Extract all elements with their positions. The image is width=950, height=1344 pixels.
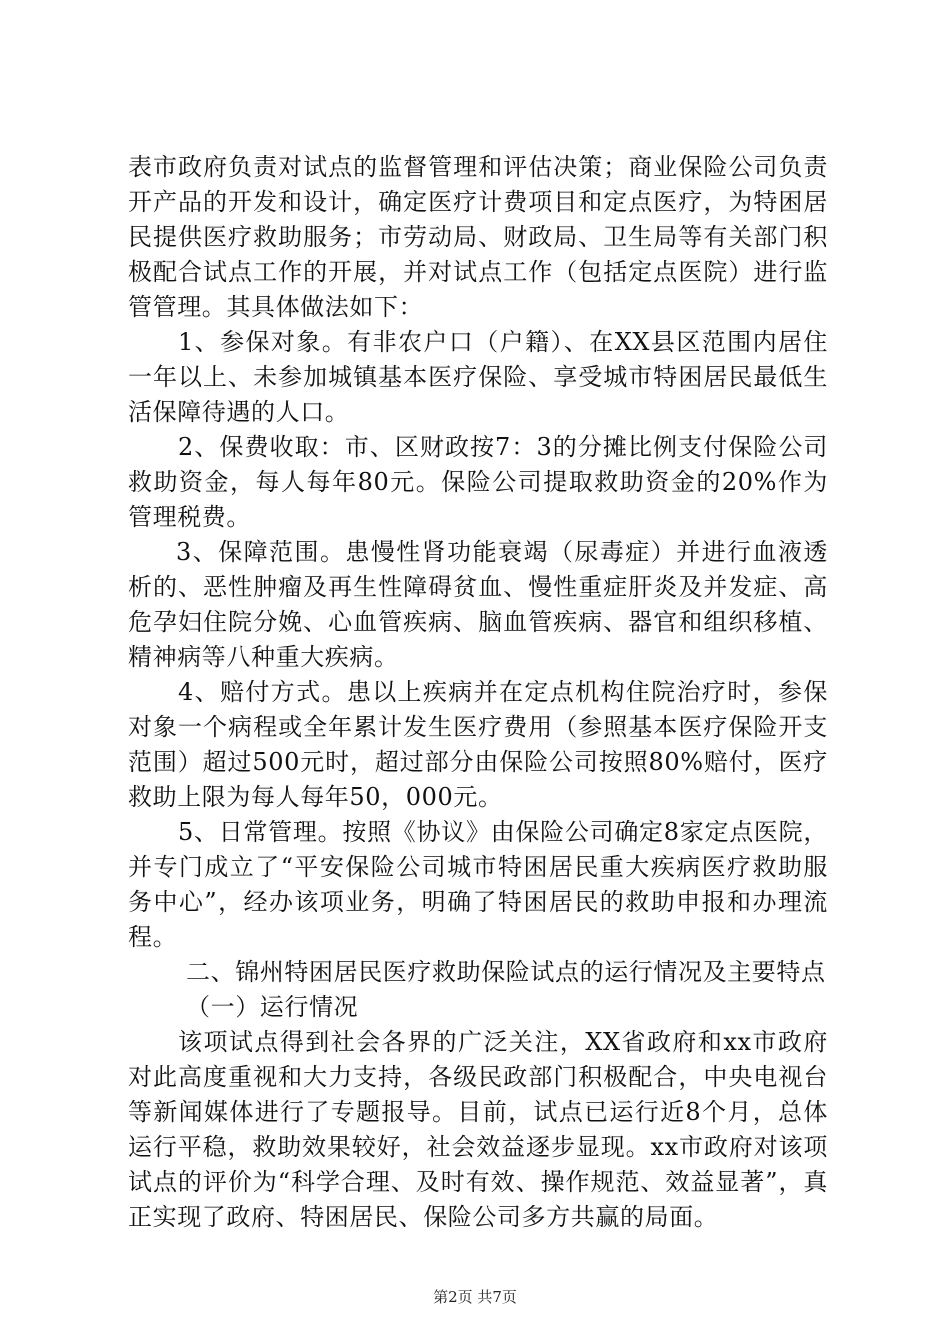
paragraph-item-2: 2、保费收取：市、区财政按7：3的分摊比例支付保险公司救助资金，每人每年80元。保险公司提取救助资金的20%作为管理税费。 (128, 433, 828, 531)
subsection-heading: （一）运行情况 (186, 993, 359, 1021)
paragraph-item-3: 3、保障范围。患慢性肾功能衰竭（尿毒症）并进行血液透析的、恶性肿瘤及再生性障碍贫血、慢性重症肝炎及并发症、高危孕妇住院分娩、心血管疾病、脑血管疾病、器官和组织移植、精神病等八种重大疾病。 (128, 538, 828, 671)
paragraph-operation: 该项试点得到社会各界的广泛关注，XX省政府和xx市政府对此高度重视和大力支持，各级民政部门积极配合，中央电视台等新闻媒体进行了专题报导。目前，试点已运行近8个月，总体运行平稳，救助效果较好，社会效益逐步显现。xx市政府对该项试点的评价为“科学合理、及时有效、操作规范、效益显著”，真正实现了政府、特困居民、保险公司多方共赢的局面。 (128, 1028, 828, 1231)
paragraph-item-5: 5、日常管理。按照《协议》由保险公司确定8家定点医院，并专门成立了“平安保险公司城市特困居民重大疾病医疗救助服务中心”，经办该项业务，明确了特困居民的救助申报和办理流程。 (128, 818, 828, 951)
page-number-footer: 第2页 共7页 (433, 1288, 517, 1306)
section-heading: 二、锦州特困居民医疗救助保险试点的运行情况及主要特点 (186, 958, 826, 986)
paragraph-item-4: 4、赔付方式。患以上疾病并在定点机构住院治疗时，参保对象一个病程或全年累计发生医疗费用（参照基本医疗保险开支范围）超过500元时，超过部分由保险公司按照80%赔付，医疗救助上限为每人每年50，000元。 (128, 678, 828, 811)
document-body (128, 150, 828, 1235)
paragraph-intro: 表市政府负责对试点的监督管理和评估决策；商业保险公司负责开产品的开发和设计，确定医疗计费项目和定点医疗，为特困居民提供医疗救助服务；市劳动局、财政局、卫生局等有关部门积极配合试点工作的开展，并对试点工作（包括定点医院）进行监管管理。其具体做法如下： (128, 153, 828, 321)
paragraph-item-1: 1、参保对象。有非农户口（户籍）、在XX县区范围内居住一年以上、未参加城镇基本医疗保险、享受城市特困居民最低生活保障待遇的人口。 (128, 328, 828, 426)
